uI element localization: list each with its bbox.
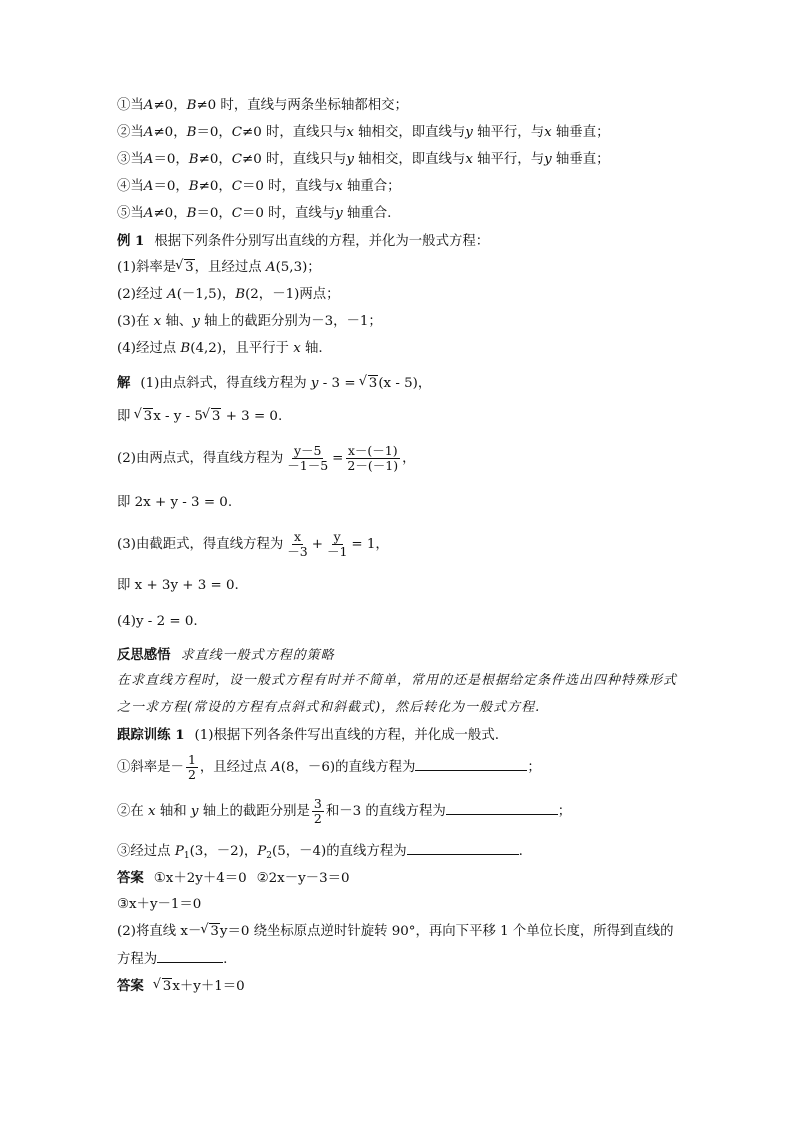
example-part-1: (1)斜率是√ 3，且经过点 A(5,3)； xyxy=(117,259,321,277)
solution-3: (3)由截距式，得直线方程为 $\frac{x}{-3}$ + $\frac{y}{-1}$ = 1， xyxy=(117,529,389,559)
reflection-line-2: 之一求方程(常设的方程有点斜式和斜截式)，然后转化为一般式方程. xyxy=(117,700,541,715)
training-question-2: ②在 x 轴和 y 轴上的截距分别是 $\frac{3}{2}$ 和－3 的直线方程为 ； xyxy=(117,796,572,826)
solution-1-result: 即 √ 3x - y - 5√ 3 + 3 = 0. xyxy=(117,408,282,426)
reflection-line-1: 在求直线方程时，设一般式方程有时并不简单，常用的还是根据给定条件选出四种特殊形式 xyxy=(117,673,678,688)
reflection-heading: 反思感悟 求直线一般式方程的策略 xyxy=(117,647,335,663)
case-1: ①当A≠0，B≠0 时，直线与两条坐标轴都相交； xyxy=(117,98,408,113)
answer-blank[interactable] xyxy=(407,842,519,855)
fraction: $\frac{1}{2}$ xyxy=(187,752,196,782)
example-heading: 例 1 根据下列条件分别写出直线的方程，并化为一般式方程： xyxy=(117,233,490,249)
training-question-3: ③经过点 $P_1(3$，－2)，$P_2(5$，－4)的直线方程为 . xyxy=(117,844,523,861)
answer-blank[interactable] xyxy=(446,802,558,815)
solution-1: 解 (1)由点斜式，得直线方程为 y - 3 = √ 3(x - 5)， xyxy=(117,374,431,393)
example-part-4: (4)经过点 B(4,2)，且平行于 x 轴. xyxy=(117,341,323,356)
sqrt-symbol: √ 3 xyxy=(361,375,379,393)
solution-4: (4)y - 2 = 0. xyxy=(117,614,198,629)
case-4: ④当A＝0，B≠0，C＝0 时，直线与x 轴重合； xyxy=(117,179,401,194)
training-answers-1: 答案 ①x＋2y＋4＝0 ②2x－y－3＝0 xyxy=(117,870,350,886)
solution-3-result: 即 x + 3y + 3 = 0. xyxy=(117,578,239,593)
sqrt-symbol: √ 3 xyxy=(202,923,220,941)
training-part-2-line-2: 方程为 . xyxy=(117,952,228,967)
answer-blank[interactable] xyxy=(157,950,223,963)
sqrt-symbol: √ 3 xyxy=(136,408,154,426)
fraction: $\frac{x}{-3}$ xyxy=(287,529,308,559)
fraction: $\frac{3}{2}$ xyxy=(313,796,322,826)
case-3: ③当A＝0，B≠0，C≠0 时，直线只与y 轴相交，即直线与x 轴平行，与y 轴垂直； xyxy=(117,152,610,167)
sqrt-symbol: √ 3 xyxy=(204,408,222,426)
case-2: ②当A≠0，B＝0，C≠0 时，直线只与x 轴相交，即直线与y 轴平行，与x 轴垂直； xyxy=(117,125,610,140)
training-answer-2: 答案√ 3x＋y＋1＝0 xyxy=(117,977,245,996)
example-part-3: (3)在 x 轴、y 轴上的截距分别为－3，－1； xyxy=(117,314,382,329)
solution-2: (2)由两点式，得直线方程为 $\frac{y-5}{-1-5}$ = $\frac{x-(-1)}{2-(-1)}$ ， xyxy=(117,443,416,473)
fraction: $\frac{y}{-1}$ xyxy=(326,529,348,559)
training-part-2: (2)将直线 x－√ 3y＝0 绕坐标原点逆时针旋转 90°，再向下平移 1 个单位长度，所得到直线的 xyxy=(117,923,674,941)
answer-blank[interactable] xyxy=(415,758,527,771)
fraction: $\frac{x-(-1)}{2-(-1)}$ xyxy=(347,443,399,473)
fraction: $\frac{y-5}{-1-5}$ xyxy=(287,443,329,473)
training-answers-2: ③x＋y－1＝0 xyxy=(117,897,202,912)
training-question-1: ①斜率是－ $\frac{1}{2}$ ，且经过点 A(8，－6)的直线方程为 ； xyxy=(117,752,541,782)
sqrt-symbol: √ 3 xyxy=(177,259,195,277)
case-5: ⑤当A≠0，B＝0，C＝0 时，直线与y 轴重合. xyxy=(117,206,392,221)
sqrt-symbol: √ 3 xyxy=(155,978,173,996)
solution-2-result: 即 2x + y - 3 = 0. xyxy=(117,495,233,510)
training-heading: 跟踪训练 1 (1)根据下列各条件写出直线的方程，并化成一般式. xyxy=(117,727,499,743)
example-part-2: (2)经过 A(－1,5)，B(2，－1)两点； xyxy=(117,287,340,302)
